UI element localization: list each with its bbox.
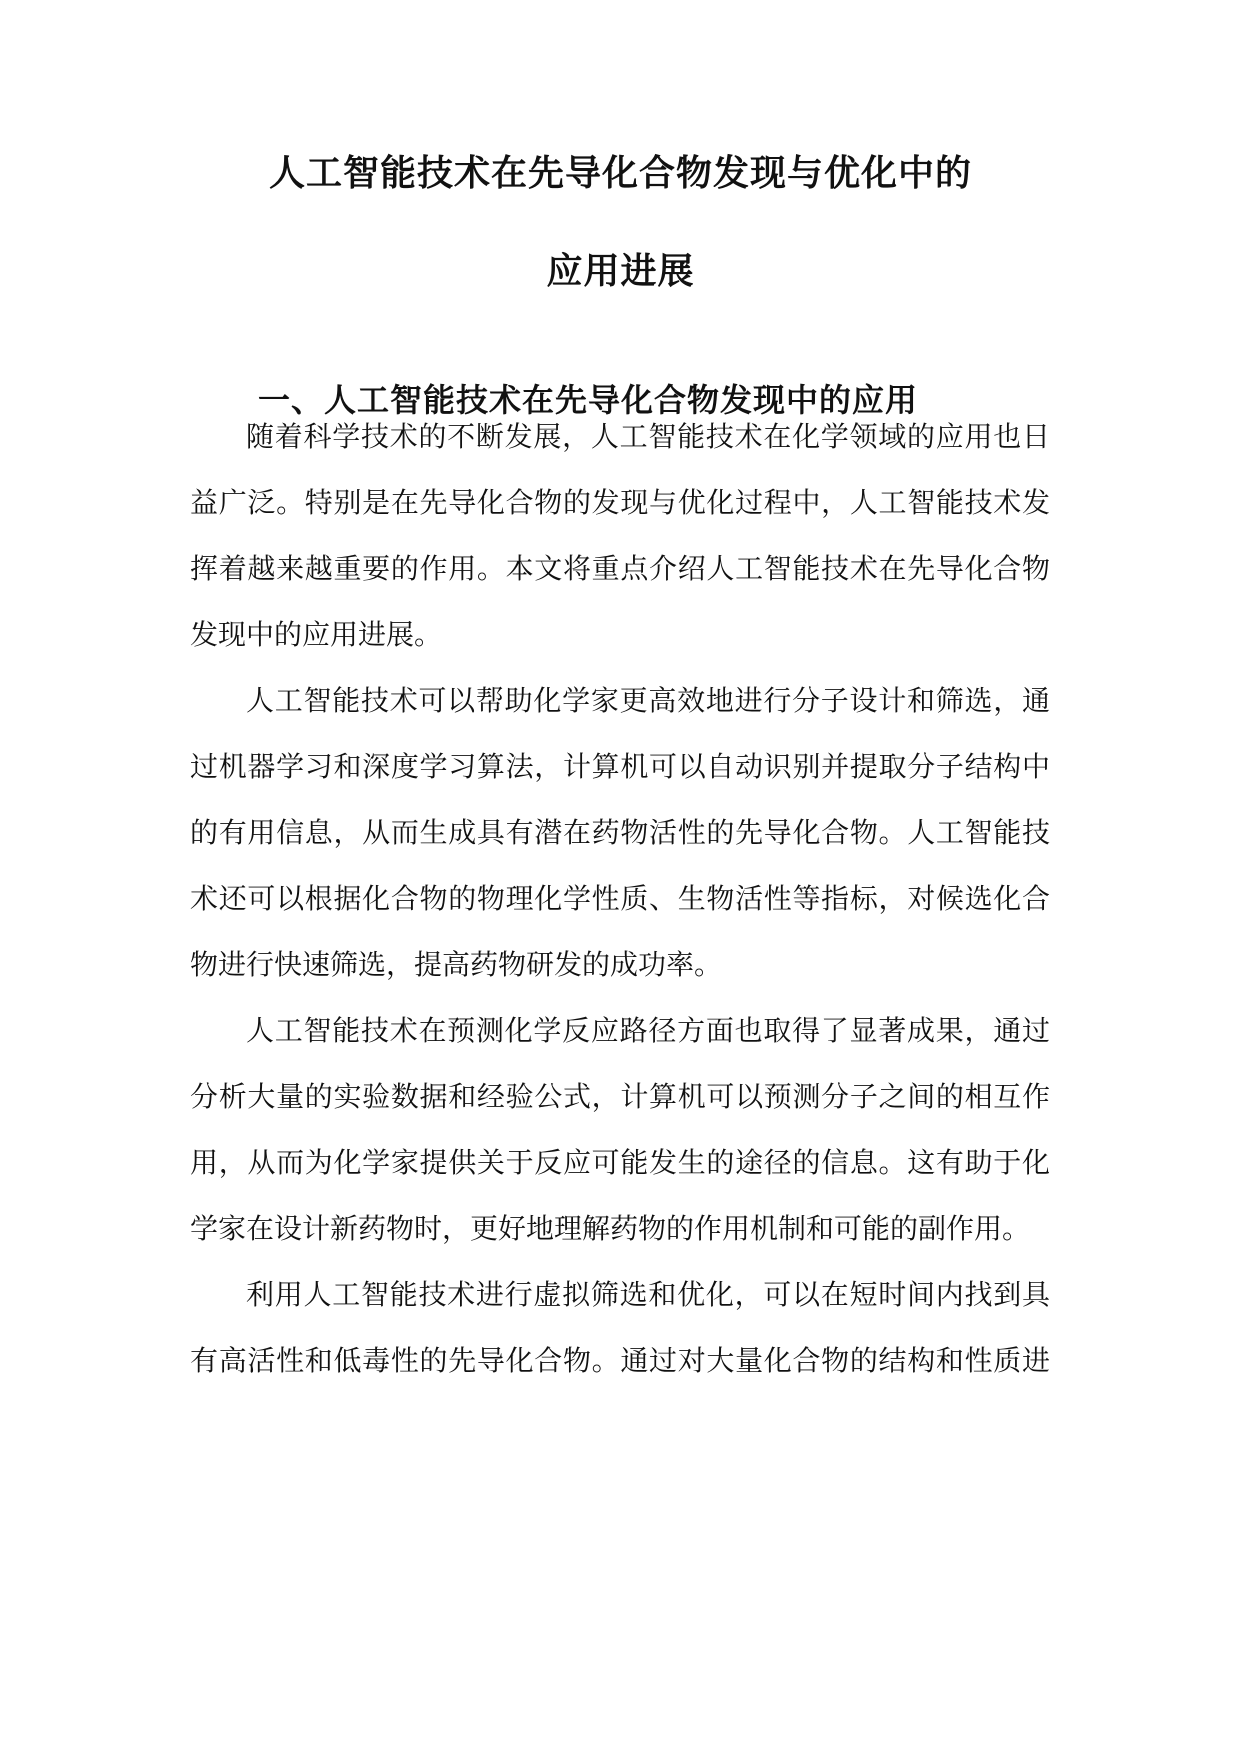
paragraph-1-line-1: 随着科学技术的不断发展，人工智能技术在化学领域的应用也日: [246, 420, 1050, 453]
paragraph-2-line-5: 物进行快速筛选，提高药物研发的成功率。: [190, 948, 723, 981]
paragraph-4-line-2: 有高活性和低毒性的先导化合物。通过对大量化合物的结构和性质进: [190, 1344, 1050, 1377]
paragraph-4-line-1: 利用人工智能技术进行虚拟筛选和优化，可以在短时间内找到具: [246, 1278, 1050, 1311]
document-title-line-2: 应用进展: [546, 251, 695, 292]
section-heading: 一、人工智能技术在先导化合物发现中的应用: [258, 381, 919, 419]
document-title-line-1: 人工智能技术在先导化合物发现与优化中的: [268, 153, 972, 194]
paragraph-1-line-4: 发现中的应用进展。: [190, 618, 443, 651]
paragraph-3-line-4: 学家在设计新药物时，更好地理解药物的作用机制和可能的副作用。: [190, 1212, 1031, 1245]
paragraph-1-line-3: 挥着越来越重要的作用。本文将重点介绍人工智能技术在先导化合物: [190, 552, 1050, 585]
paragraph-2-line-3: 的有用信息，从而生成具有潜在药物活性的先导化合物。人工智能技: [190, 816, 1050, 849]
paragraph-3-line-3: 用，从而为化学家提供关于反应可能发生的途径的信息。这有助于化: [190, 1146, 1050, 1179]
paragraph-3-line-2: 分析大量的实验数据和经验公式，计算机可以预测分子之间的相互作: [190, 1080, 1050, 1113]
paragraph-2-line-1: 人工智能技术可以帮助化学家更高效地进行分子设计和筛选，通: [246, 684, 1050, 717]
paragraph-3-line-1: 人工智能技术在预测化学反应路径方面也取得了显著成果，通过: [246, 1014, 1050, 1047]
paragraph-2-line-2: 过机器学习和深度学习算法，计算机可以自动识别并提取分子结构中: [190, 750, 1050, 783]
paragraph-1-line-2: 益广泛。特别是在先导化合物的发现与优化过程中，人工智能技术发: [190, 486, 1050, 519]
paragraph-2-line-4: 术还可以根据化合物的物理化学性质、生物活性等指标，对候选化合: [190, 882, 1050, 915]
